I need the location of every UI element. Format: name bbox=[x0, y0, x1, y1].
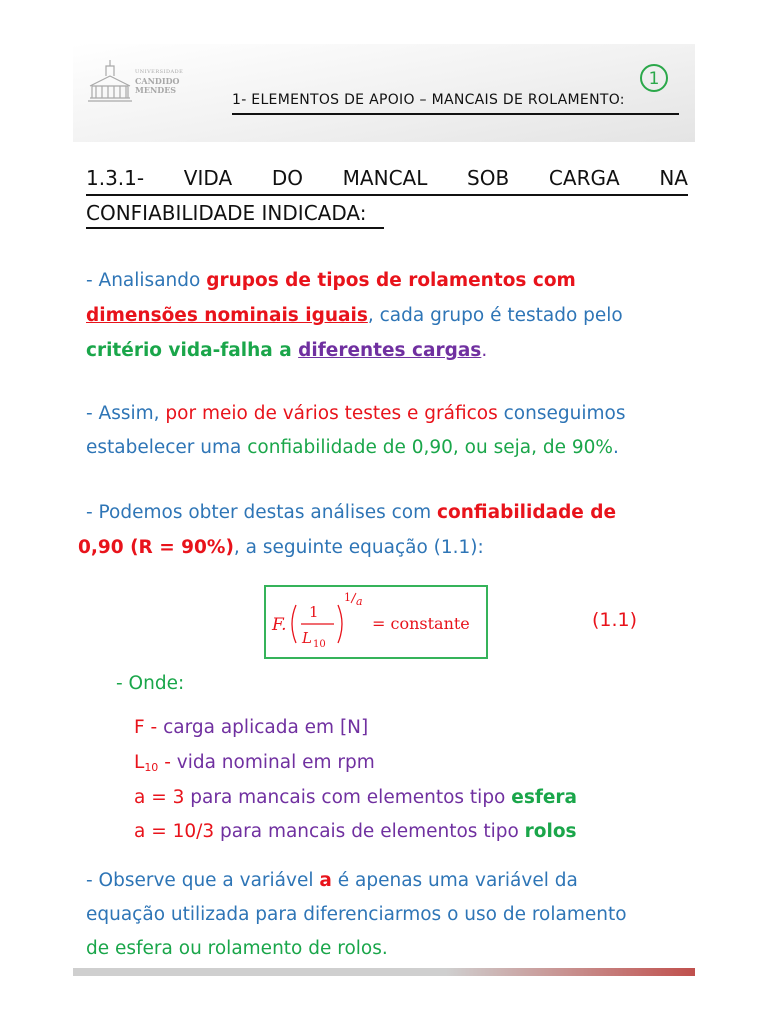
text-span: F bbox=[134, 717, 145, 738]
header-underline bbox=[232, 113, 679, 115]
onde-item-L10 bbox=[134, 752, 375, 774]
para3-line1 bbox=[86, 502, 616, 523]
text-span: diferentes cargas bbox=[298, 340, 482, 361]
text-span: conseguimos bbox=[497, 403, 626, 424]
text-span: - Podemos obter destas análises com bbox=[86, 502, 438, 523]
logo-line-3: MENDES bbox=[135, 85, 177, 95]
text-span: a bbox=[319, 870, 332, 891]
text-span: confiabilidade de 0,90, ou seja, de 90% bbox=[247, 437, 613, 458]
formula-rhs: = constante bbox=[372, 614, 470, 633]
text-span: para mancais de elementos tipo bbox=[214, 821, 525, 842]
para1-line2 bbox=[86, 305, 623, 326]
formula-equation bbox=[266, 587, 490, 661]
formula-box bbox=[264, 585, 488, 659]
text-span: 0,90 (R = 90%) bbox=[78, 537, 234, 558]
formula-right-paren bbox=[338, 605, 342, 643]
formula-exp-den: a bbox=[356, 595, 363, 608]
text-span: esfera bbox=[511, 787, 578, 808]
section-title-underline-1 bbox=[86, 194, 688, 196]
formula-exp-num: 1 bbox=[344, 591, 351, 604]
section-title-line-1: 1.3.1- VIDA DO MANCAL SOB CARGA NA bbox=[86, 166, 688, 190]
formula-denominator-sub: 10 bbox=[313, 639, 326, 650]
onde-item-a-esfera bbox=[134, 787, 577, 808]
text-span: carga aplicada em [N] bbox=[163, 717, 369, 738]
section-title-line-2: CONFIABILIDADE INDICADA: bbox=[86, 201, 367, 225]
text-span: - Analisando bbox=[86, 270, 207, 291]
text-span: a = 10/3 bbox=[134, 821, 215, 842]
onde-label: - Onde: bbox=[116, 673, 185, 694]
formula-left-paren bbox=[292, 605, 296, 643]
text-span: rolos bbox=[524, 821, 577, 842]
text-span: é apenas uma variável da bbox=[331, 870, 578, 891]
para4-line2: equação utilizada para diferenciarmos o uso de rolamento bbox=[86, 904, 627, 925]
para2-line1 bbox=[86, 403, 625, 424]
text-span: , a seguinte equação (1.1): bbox=[233, 537, 484, 558]
onde-item-a-rolos bbox=[134, 821, 577, 842]
formula-numerator: 1 bbox=[309, 603, 319, 621]
text-span: . bbox=[612, 437, 619, 458]
logo-text bbox=[135, 68, 183, 95]
equation-number: (1.1) bbox=[592, 609, 638, 631]
text-span: por meio de vários testes e gráficos bbox=[165, 403, 498, 424]
para2-line2 bbox=[86, 437, 619, 458]
para1-line3 bbox=[86, 340, 487, 361]
onde-item-F bbox=[134, 717, 368, 738]
header-title: 1- ELEMENTOS DE APOIO – MANCAIS DE ROLAMENTO: bbox=[232, 92, 625, 108]
text-span: grupos de tipos de rolamentos com bbox=[206, 270, 576, 291]
text-span: L bbox=[134, 752, 145, 773]
text-span: vida nominal em rpm bbox=[176, 752, 375, 773]
text-span: . bbox=[481, 340, 488, 361]
section-title-underline-2 bbox=[86, 227, 384, 229]
logo-line-1: UNIVERSIDADE bbox=[135, 69, 184, 75]
formula-denominator-L: L bbox=[302, 629, 312, 647]
logo-line-2: CANDIDO bbox=[135, 76, 180, 86]
text-span: para mancais com elementos tipo bbox=[184, 787, 512, 808]
text-span: critério vida-falha a bbox=[86, 340, 299, 361]
footer-rule bbox=[73, 968, 695, 976]
para4-line3: de esfera ou rolamento de rolos. bbox=[86, 938, 388, 959]
para1-line1 bbox=[86, 270, 576, 291]
para4-line1 bbox=[86, 870, 578, 891]
text-span: - Observe que a variável bbox=[86, 870, 320, 891]
text-span: , cada grupo é testado pelo bbox=[367, 305, 623, 326]
text-span: confiabilidade de bbox=[437, 502, 617, 523]
para3-line2 bbox=[78, 537, 484, 558]
page-number-badge: 1 bbox=[640, 64, 668, 92]
text-span: a = 3 bbox=[134, 787, 185, 808]
text-span: estabelecer uma bbox=[86, 437, 248, 458]
text-span: - bbox=[144, 717, 164, 738]
text-span: - bbox=[158, 752, 177, 773]
formula-F: F. bbox=[272, 615, 287, 635]
text-span: - Assim, bbox=[86, 403, 166, 424]
text-span: dimensões nominais iguais bbox=[86, 305, 368, 326]
text-span: 10 bbox=[144, 761, 159, 774]
